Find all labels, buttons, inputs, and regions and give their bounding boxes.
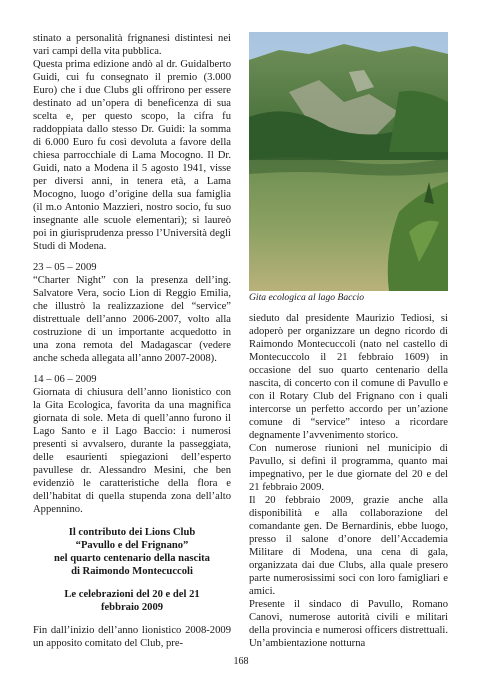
lake-photo bbox=[249, 32, 448, 291]
subsection-heading: Le celebrazioni del 20 e del 21 febbraio 2009 bbox=[64, 589, 200, 613]
paragraph: Giornata di chiusura dell’anno lionistico con la Gita Ecologica, favorita da una magnifica giornata di sole. Meta di quell’anno furono il Lago Santo e il Lago Baccio: i numerosi presenti si avvalsero, durante la passeggiata, delle esaurienti spiegazioni dell’esperto pavullese dr. Alessandro Mesini, che ben evidenziò le caratteristiche della flora e dell’habitat di quella stupenda zona dell’alto Appennino. bbox=[33, 387, 231, 515]
right-column bbox=[249, 32, 448, 650]
paragraph: stinato a personalità frignanesi distintesi nei vari campi della vita pubblica. bbox=[33, 33, 231, 57]
paragraph: Presente il sindaco di Pavullo, Romano Canovi, numerose autorità civili e militari della provincia e numerosi officers distrettuali. Un’ambientazione notturna bbox=[249, 599, 448, 649]
paragraph: sieduto dal presidente Maurizio Tediosi, si adoperò per organizzare un degno ricordo di Raimondo Montecuccoli (nato nel castello di Montecuccolo il 21 febbraio 1609) in occasione del suo quarto centenario della nascita, di concerto con il comune di Pavullo e con il Rotary Club del Frignano con i quali intercorse un perfetto accordo per un’azione comune di “service” inteso a ricordare degnamente l’avvenimento storico. bbox=[249, 313, 448, 441]
date-heading: 14 – 06 – 2009 bbox=[33, 374, 97, 385]
paragraph: Fin dall’inizio dell’anno lionistico 2008-2009 un apposito comitato del Club, pre- bbox=[33, 625, 231, 649]
section-heading: Il contributo dei Lions Club “Pavullo e del Frignano” nel quarto centenario della nascita di Raimondo Montecuccoli bbox=[54, 527, 210, 577]
page-number: 168 bbox=[233, 656, 249, 667]
left-column bbox=[33, 32, 231, 658]
date-heading: 23 – 05 – 2009 bbox=[33, 262, 97, 273]
photo-caption: Gita ecologica al lago Baccio bbox=[249, 292, 365, 303]
paragraph: Il 20 febbraio 2009, grazie anche alla disponibilità e alla collaborazione del comandante gen. De Bernardinis, ebbe luogo, presso il salone d’onore dell’Accademia Militare di Modena, una cena di gala, organizzata dai due Clubs, alla quale presero parte numerosissimi soci con loro famigliari e amici. bbox=[249, 495, 448, 597]
paragraph: “Charter Night” con la presenza dell’ing. Salvatore Vera, socio Lion di Reggio Emilia, che illustrò la realizzazione del “service” distrettuale dell’anno 2006-2007, volto alla costruzione di un importante acquedotto in una zona remota del Madagascar (vedere anche scheda allegata all’anno 2007-2008). bbox=[33, 275, 231, 364]
paragraph: Con numerose riunioni nel municipio di Pavullo, si definì il programma, quanto mai impegnativo, per le due giornate del 20 e del 21 febbraio 2009. bbox=[249, 443, 448, 493]
paragraph: Questa prima edizione andò al dr. Guidalberto Guidi, cui fu consegnato il premio (3.000 Euro) che i due Clubs gli offrirono per essere destinato ad un’opera di beneficenza di sua scelta e, per questo scopo, la cifra fu raddoppiata dallo stesso Dr. Guidi: la somma di 6.000 Euro fu così devoluta a favore della chiesa parrocchiale di Lama Mocogno. Il Dr. Guidi, nato a Modena il 5 agosto 1941, visse per diversi anni, in tenera età, a Lama Mocogno, luogo d’origine della sua famiglia (il m.o Antonio Mazzieri, nostro socio, fu suo insegnante alle scuole elementari); si laureò poi in giurisprudenza presso l’Università degli Studi di Modena. bbox=[33, 59, 231, 252]
